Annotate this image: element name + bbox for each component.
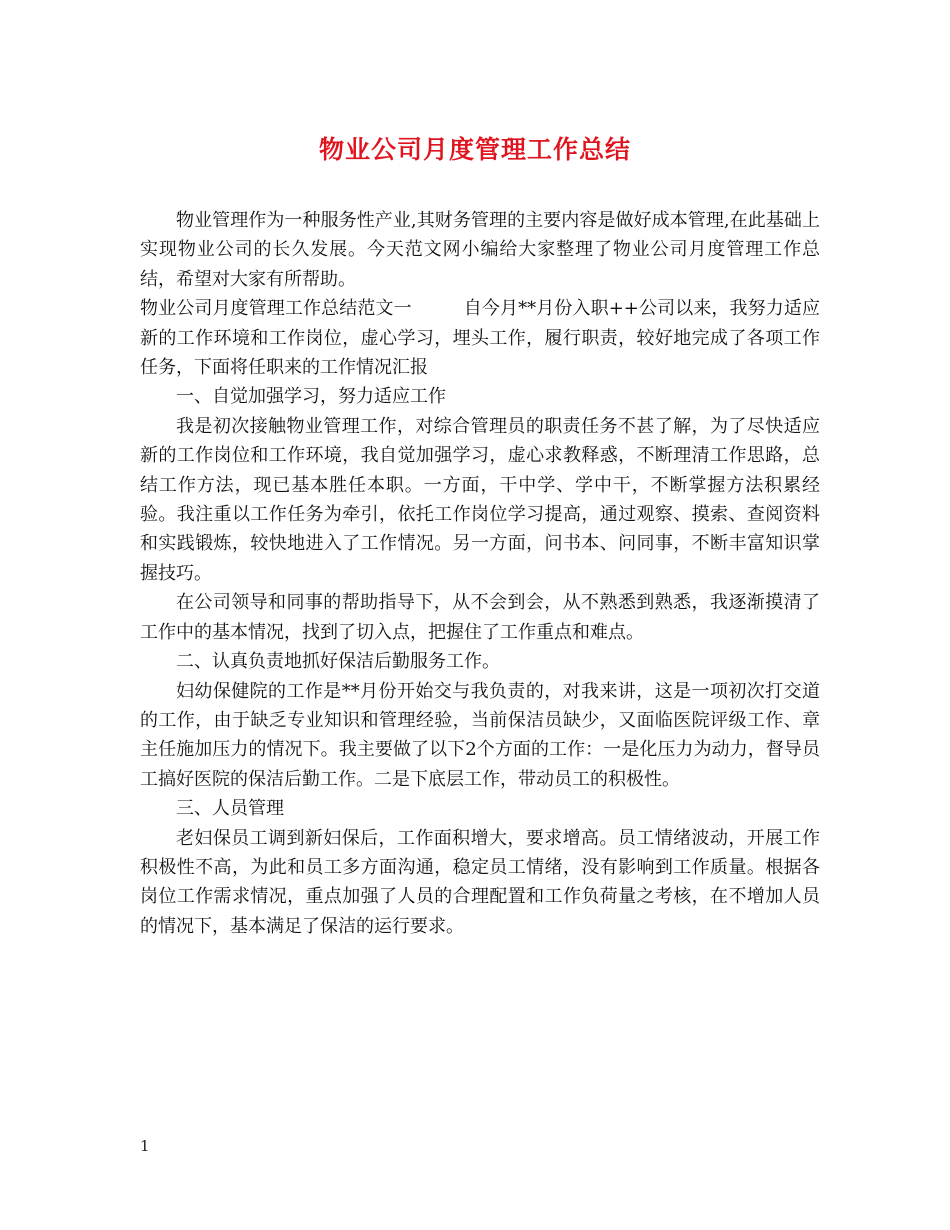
sample-text: 自今月**月份入职++公司以来，我努力适应新的工作环境和工作岗位，虚心学习，埋头工作，履行职责，较好地完成了各项工作任务，下面将任职来的工作情况汇报 [140,298,820,379]
section1-paragraph-2: 在公司领导和同事的帮助指导下，从不会到会，从不熟悉到熟悉，我逐渐摸清了工作中的基本情况，找到了切入点，把握住了工作重点和难点。 [140,592,820,643]
section2-paragraph-1: 妇幼保健院的工作是**月份开始交与我负责的，对我来讲，这是一项初次打交道的工作，由于缺乏专业知识和管理经验，当前保洁员缺少，又面临医院评级工作、章主任施加压力的情况下。我主要做了以下2个方面的工作：一是化压力为动力，督导员工搞好医院的保洁后勤工作。二是下底层工作，带动员工的积极性。 [140,680,820,790]
section3-heading: 三、人员管理 [176,798,284,820]
page-number: 1 [140,1137,150,1155]
intro-paragraph: 物业管理作为一种服务性产业,其财务管理的主要内容是做好成本管理,在此基础上实现物业公司的长久发展。今天范文网小编给大家整理了物业公司月度管理工作总结，希望对大家有所帮助。 [140,210,820,290]
document-body [140,206,820,941]
document-title: 物业公司月度管理工作总结 [318,135,631,164]
sample-heading: 物业公司月度管理工作总结范文一 [140,298,412,320]
section1-paragraph-1: 我是初次接触物业管理工作，对综合管理员的职责任务不甚了解，为了尽快适应新的工作岗位和工作环境，我自觉加强学习，虚心求教释惑，不断理清工作思路，总结工作方法，现已基本胜任本职。一方面，干中学、学中干，不断掌握方法积累经验。我注重以工作任务为牵引，依托工作岗位学习提高，通过观察、摸索、查阅资料和实践锻炼，较快地进入了工作情况。另一方面，问书本、问同事，不断丰富知识掌握技巧。 [140,415,820,584]
section1-heading: 一、自觉加强学习，努力适应工作 [176,386,446,408]
sample-paragraph [140,294,820,382]
section3-paragraph-1: 老妇保员工调到新妇保后，工作面积增大，要求增高。员工情绪波动，开展工作积极性不高，为此和员工多方面沟通，稳定员工情绪，没有影响到工作质量。根据各岗位工作需求情况，重点加强了人员的合理配置和工作负荷量之考核，在不增加人员的情况下，基本满足了保洁的运行要求。 [140,827,820,937]
section2-heading: 二、认真负责地抓好保洁后勤服务工作。 [176,651,500,673]
